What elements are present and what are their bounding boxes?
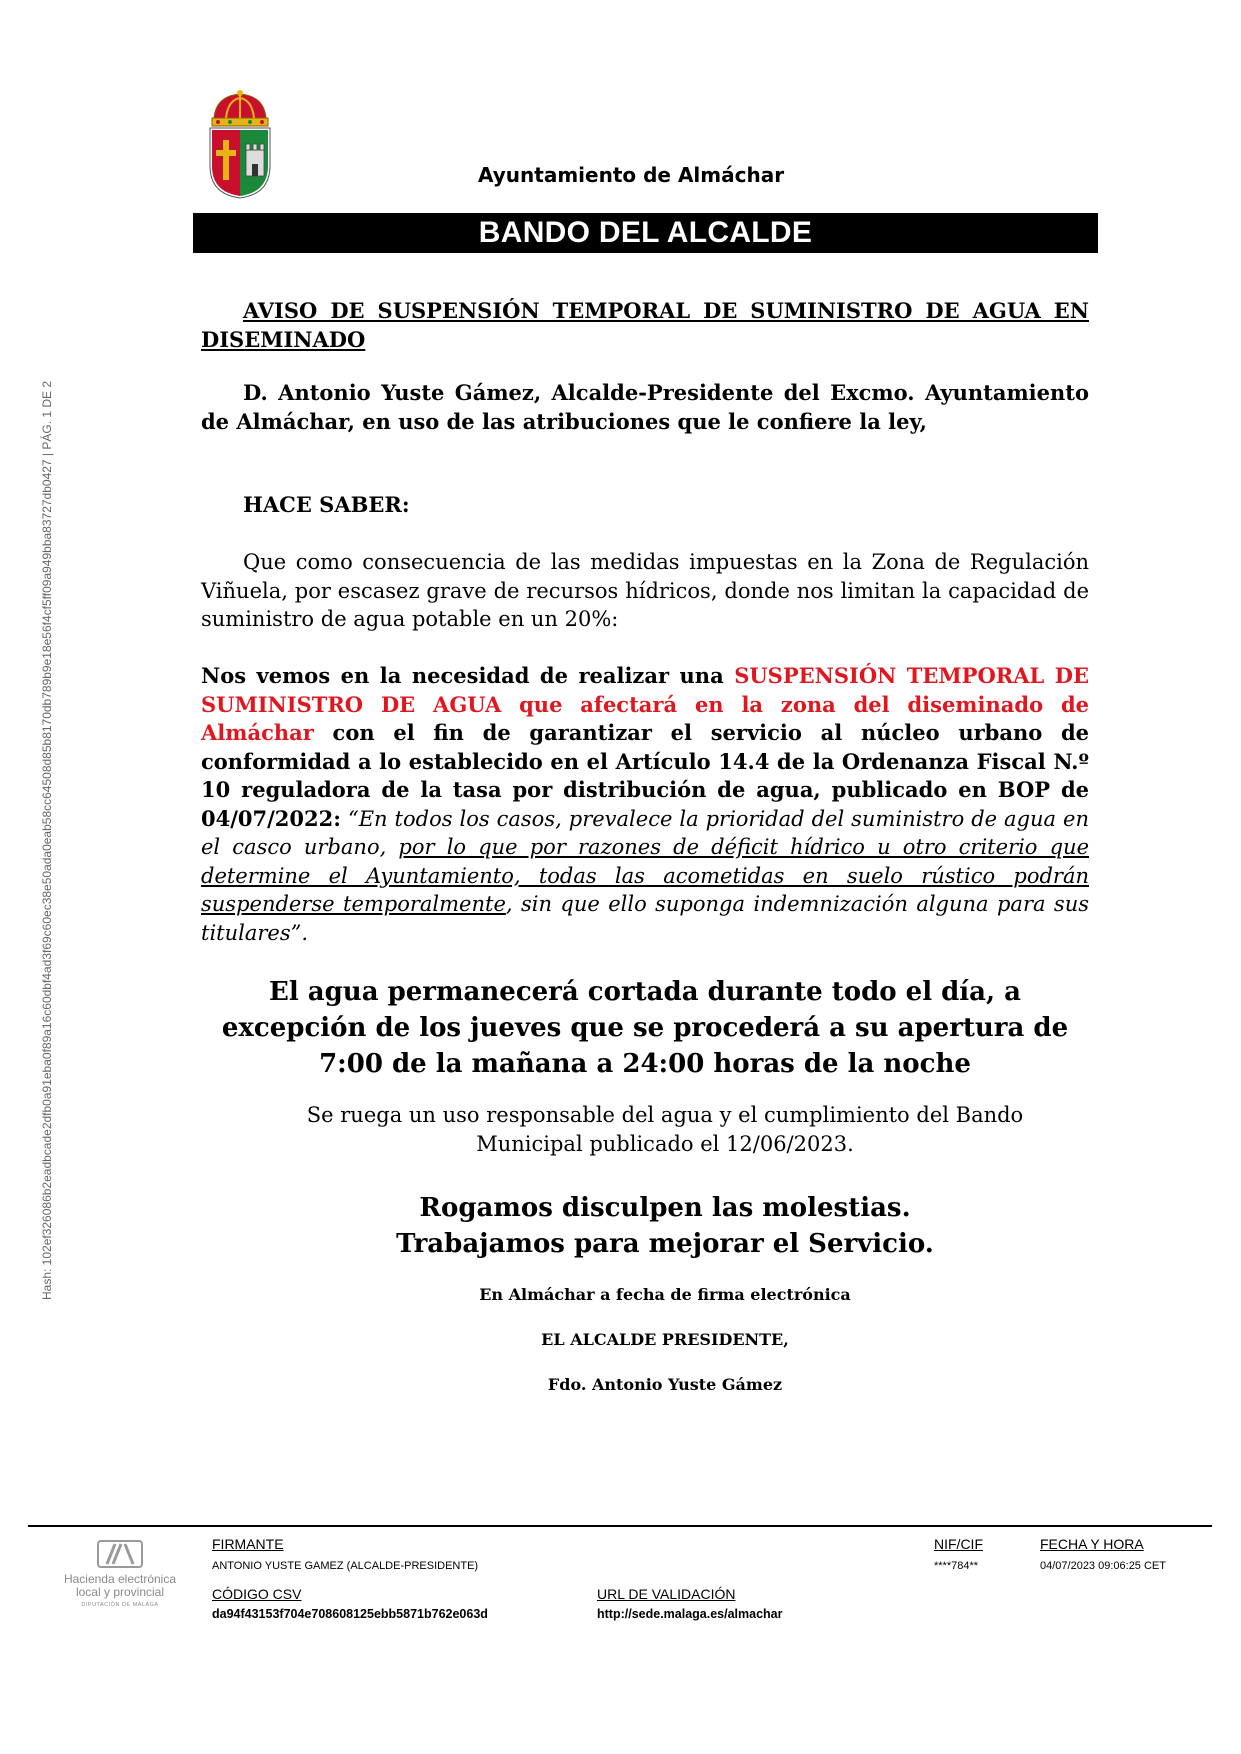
hacienda-logo-line2: local y provincial (75, 1585, 165, 1599)
ruega-line-1: Se ruega un uso responsable del agua y el cumplimiento del Bando (306, 1103, 1024, 1127)
suspension-paragraph (201, 662, 1089, 947)
suspension-highlight: SUSPENSIÓN TEMPORAL DE SUMINISTRO DE AGUA que afectará en la zona del diseminado de Almáchar (201, 663, 1089, 745)
fecha-hora-label: FECHA Y HORA (1040, 1536, 1144, 1552)
ruega-line-2: Municipal publicado el 12/06/2023. (476, 1132, 854, 1156)
suspension-text-1: Nos vemos en la necesidad de realizar una (201, 663, 735, 688)
hacienda-logo (55, 1540, 185, 1608)
cortada-notice (195, 974, 1095, 1082)
fecha-firma: En Almáchar a fecha de firma electrónica (479, 1285, 851, 1304)
rogamos-line-1: Rogamos disculpen las molestias. (419, 1193, 911, 1223)
url-validacion-label: URL DE VALIDACIÓN (597, 1586, 736, 1602)
hacienda-logo-line1: Hacienda electrónica (63, 1572, 177, 1586)
ordenanza-quote-underlined: por lo que por razones de déficit hídrico u otro criterio que determine el Ayuntamiento, todas las acometidas en suelo rústico podrán suspenderse temporalmente (201, 835, 1089, 916)
ruega-paragraph (240, 1101, 1090, 1159)
rogamos-paragraph (300, 1190, 1030, 1262)
ordenanza-quote-1: “En todos los casos, prevalece la prioridad del suministro de agua en el casco urbano, (201, 806, 1089, 859)
hace-saber: HACE SABER: (243, 492, 410, 517)
intro-paragraph: D. Antonio Yuste Gámez, Alcalde-Presidente del Excmo. Ayuntamiento de Almáchar, en uso de las atribuciones que le confiere la ley, (201, 380, 1089, 434)
bando-title: BANDO DEL ALCALDE (193, 213, 1098, 253)
url-validacion-link[interactable]: http://sede.malaga.es/almachar (597, 1607, 783, 1621)
nif-value: ****784** (934, 1560, 979, 1572)
csv-value: da94f43153f704e708608125ebb5871b762e063d (212, 1607, 488, 1621)
csv-label: CÓDIGO CSV (212, 1586, 302, 1602)
aviso-title: AVISO DE SUSPENSIÓN TEMPORAL DE SUMINISTRO DE AGUA EN DISEMINADO (201, 298, 1089, 352)
ordenanza-quote-2: , sin que ello suponga indemnización alguna para sus titulares”. (201, 892, 1089, 945)
cortada-line-1: El agua permanecerá cortada durante todo el día, a (269, 977, 1021, 1007)
suspension-text-2: con el fin de garantizar el servicio al núcleo urbano de conformidad a lo establecido en el Artículo 14.4 de la Ordenanza Fiscal N.º 10 reguladora de la tasa por distribución de agua, publicado en BOP de 04/07/2022: (201, 720, 1089, 831)
fecha-hora-value: 04/07/2023 09:06:25 CET (1040, 1560, 1166, 1572)
cortada-line-2: excepción de los jueves que se procederá a su apertura de (221, 1013, 1069, 1043)
document-hash: Hash: 102ef326086b2eadbcade2dfb0a91eba0f89a16c60dbf4ad3f69c60ec38e50ada0eab58cc64508d85b8170db789b9e18e56f4cf5ff09a949bba83727db0427 | PÁG. 1 DE 2 (40, 380, 54, 1300)
footer-divider (28, 1525, 1212, 1527)
firmante-label: FIRMANTE (212, 1536, 284, 1552)
municipal-crest-icon (206, 90, 274, 200)
hacienda-logo-line3: DIPUTACIÓN DE MÁLAGA (81, 1602, 159, 1608)
hacienda-logo-icon (97, 1540, 143, 1568)
nif-label: NIF/CIF (934, 1536, 983, 1552)
rogamos-line-2: Trabajamos para mejorar el Servicio. (396, 1229, 934, 1259)
cortada-line-3: 7:00 de la mañana a 24:00 horas de la noche (319, 1049, 971, 1079)
firmante-value: ANTONIO YUSTE GAMEZ (ALCALDE-PRESIDENTE) (212, 1560, 479, 1572)
ayuntamiento-name: Ayuntamiento de Almáchar (478, 163, 785, 187)
cargo: EL ALCALDE PRESIDENTE, (541, 1330, 789, 1349)
que-como-paragraph: Que como consecuencia de las medidas impuestas en la Zona de Regulación Viñuela, por escasez grave de recursos hídricos, donde nos limitan la capacidad de suministro de agua potable en un 20%: (201, 550, 1089, 631)
firma-nombre: Fdo. Antonio Yuste Gámez (547, 1375, 783, 1394)
